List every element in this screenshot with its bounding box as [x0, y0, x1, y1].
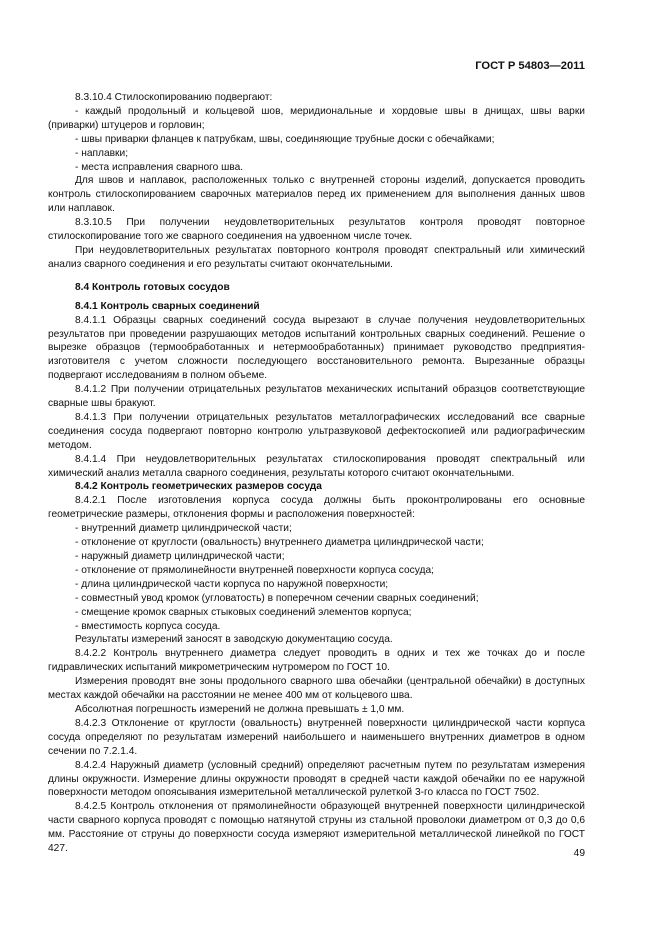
paragraph: При неудовлетворительных результатах повторного контроля проводят спектральный или химический анализ сварного соединения и его результаты считают окончательными.	[48, 244, 585, 270]
list-item: - смещение кромок сварных стыковых соединений элементов корпуса;	[75, 606, 412, 618]
paragraph: 8.4.1.1 Образцы сварных соединений сосуда вырезают в случае получения неудовлетворительных результатов при проведении разрушающих методов испытаний контрольных сварных соединений. Решение о вырезке образцов (термообработанных и нетермообработанных) принимает руководство предприятия-изготовителя с учетом сложности последующего восстановительного ремонта. Вырезанные образцы подвергают исследованиям в полном объеме.	[48, 314, 585, 382]
list-item: - отклонение от круглости (овальность) внутреннего диаметра цилиндрической части;	[75, 537, 484, 549]
list-item: - длина цилиндрической части корпуса по наружной поверхности;	[75, 578, 389, 590]
paragraph: 8.4.2.3 Отклонение от круглости (овальность) внутренней поверхности цилиндрической части корпуса сосуда определяют по результатам измерений наибольшего и наименьшего внутренних диаметров в одном сечении по 7.2.1.4.	[48, 717, 585, 757]
subsection-heading: 8.4.1 Контроль сварных соединений	[75, 300, 260, 312]
paragraph: Абсолютная погрешность измерений не должна превышать ± 1,0 мм.	[75, 703, 405, 715]
paragraph: 8.4.2.1 После изготовления корпуса сосуда должны быть проконтролированы его основные геометрические размеры, отклонения формы и расположения поверхностей:	[48, 495, 585, 521]
page-number: 49	[573, 848, 585, 859]
paragraph: 8.4.2.5 Контроль отклонения от прямолинейности образующей внутренней поверхности цилиндрической части сварного корпуса проводят с помощью натянутой струны из стальной проволоки диаметром от 0,3 до 0,6 мм. Расстояние от струны до поверхности сосуда измеряют измерительной металлической линейкой по ГОСТ 427.	[48, 801, 585, 855]
paragraph: 8.4.2.4 Наружный диаметр (условный средний) определяют расчетным путем по результатам измерения длины окружности. Измерение длины окружности проводят в средней части каждой обечайки по ее наружной поверхности методом опоясывания измерительной металлической рулеткой 3-го класса по ГОСТ 7502.	[48, 759, 585, 799]
paragraph: Для швов и наплавок, расположенных только с внутренней стороны изделий, допускается проводить контроль стилоскопированием сварочных материалов перед их применением для выполнения данных швов или наплавок.	[48, 175, 585, 215]
list-item: - отклонение от прямолинейности внутренней поверхности корпуса сосуда;	[75, 564, 434, 576]
paragraph: 8.4.1.4 При неудовлетворительных результатах стилоскопирования проводят спектральный или химический анализ металла сварного соединения, результаты которого считают окончательными.	[48, 453, 585, 479]
document-body	[48, 91, 585, 856]
paragraph: 8.3.10.4 Стилоскопированию подвергают:	[75, 92, 273, 103]
paragraph: Результаты измерений заносят в заводскую документацию сосуда.	[75, 634, 393, 646]
list-item: - наружный диаметр цилиндрической части;	[75, 551, 285, 562]
paragraph: 8.3.10.5 При получении неудовлетворительных результатов контроля проводят повторное стилоскопирование того же сварного соединения на удвоенном числе точек.	[48, 217, 585, 243]
list-item: - места исправления сварного шва.	[75, 161, 244, 173]
list-item: - совместный увод кромок (угловатость) в поперечном сечении сварных соединений;	[75, 592, 479, 604]
list-item: - каждый продольный и кольцевой шов, меридиональные и хордовые швы в днищах, швы варки (приварки) штуцеров и горловин;	[48, 105, 585, 131]
list-item: - вместимость корпуса сосуда.	[75, 620, 221, 632]
paragraph: Измерения проводят вне зоны продольного сварного шва обечайки (центральной обечайки) в доступных местах каждой обечайки на расстоянии не менее 400 мм от кольцевого шва.	[48, 676, 585, 702]
document-header: ГОСТ Р 54803—2011	[475, 60, 585, 72]
section-heading: 8.4 Контроль готовых сосудов	[75, 281, 230, 293]
paragraph: 8.4.1.3 При получении отрицательных результатов металлографических исследований все сварные соединения сосуда подвергают повторно контролю ультразвуковой дефектоскопией или радиографическим методом.	[48, 411, 585, 451]
paragraph: 8.4.1.2 При получении отрицательных результатов механических испытаний образцов соответствующие сварные швы бракуют.	[48, 384, 585, 410]
paragraph: 8.4.2.2 Контроль внутреннего диаметра следует проводить в одних и тех же точках до и после гидравлических испытаний микрометрическим нутромером по ГОСТ 10.	[48, 648, 585, 674]
list-item: - внутренний диаметр цилиндрической части;	[75, 523, 292, 535]
subsection-heading: 8.4.2 Контроль геометрических размеров сосуда	[75, 481, 322, 493]
list-item: - наплавки;	[75, 147, 129, 159]
list-item: - швы приварки фланцев к патрубкам, швы, соединяющие трубные доски с обечайками;	[75, 133, 495, 145]
